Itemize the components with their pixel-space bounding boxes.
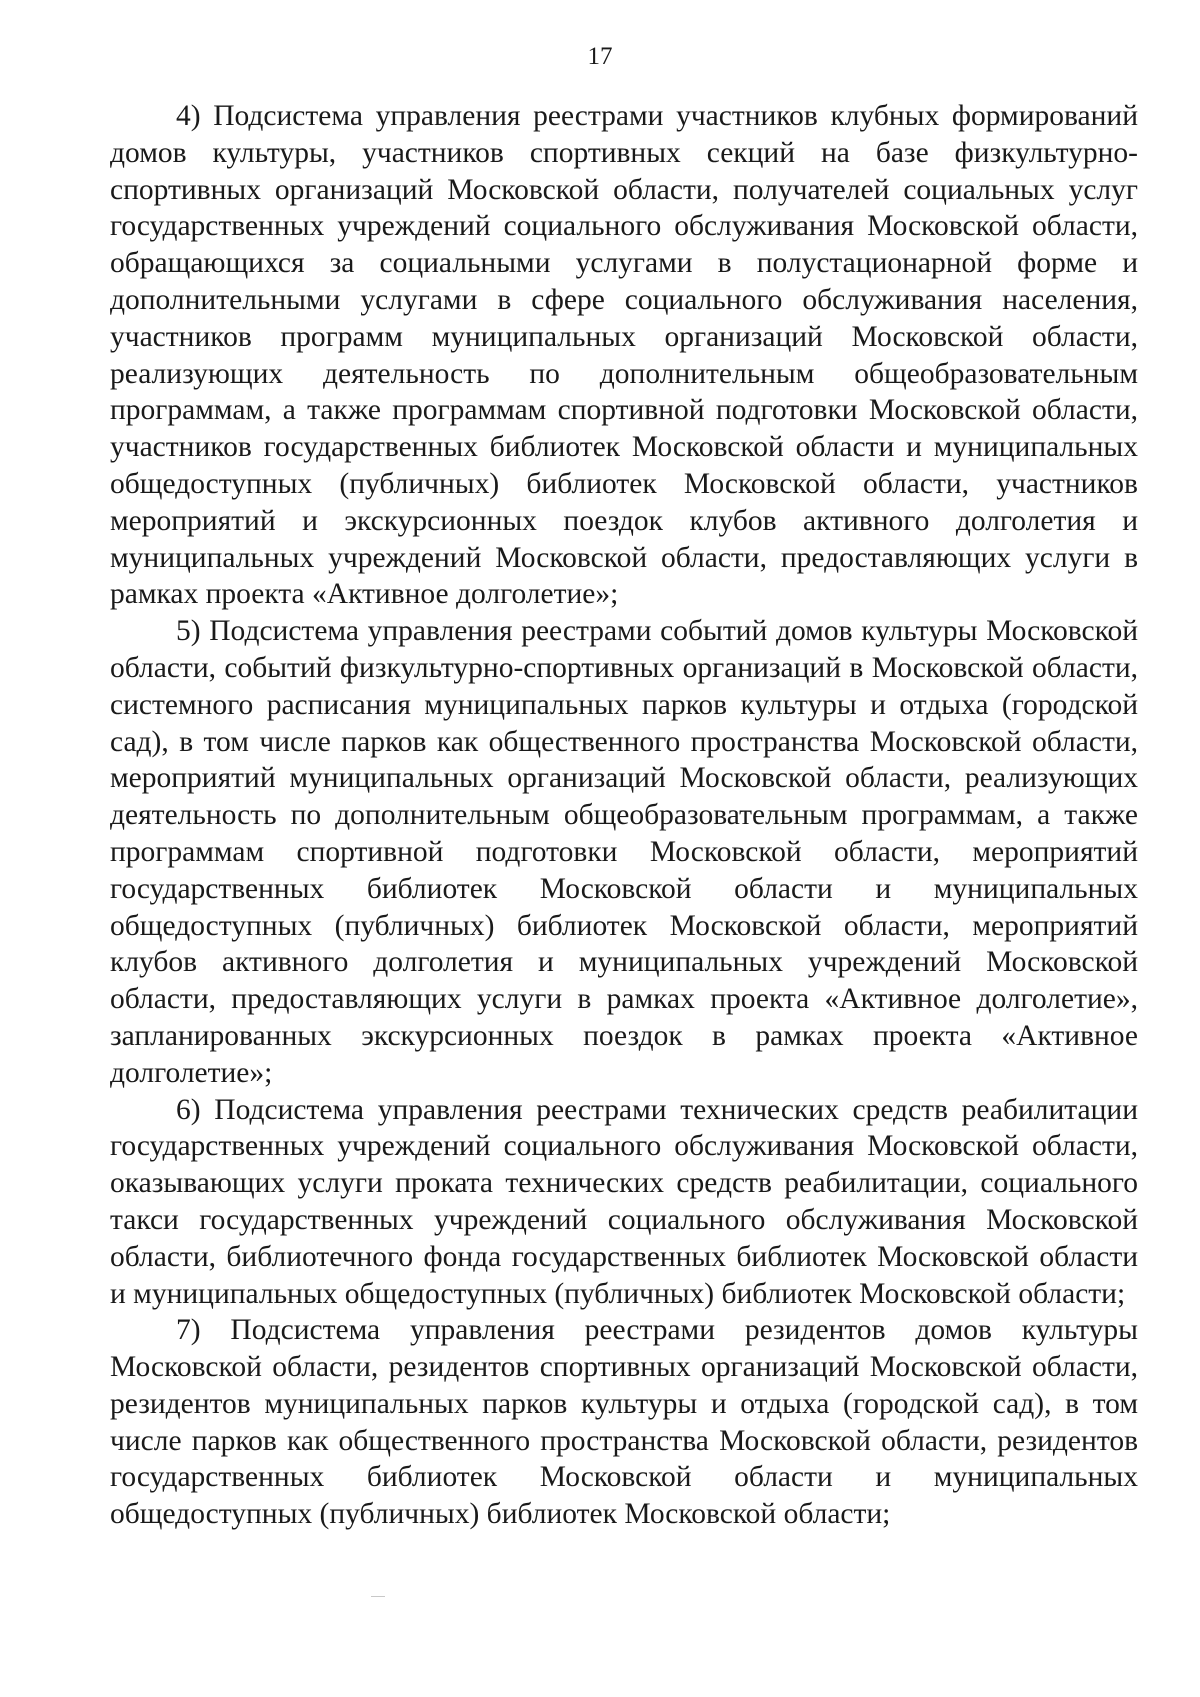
document-body: [110, 98, 1138, 1533]
scan-speck: [371, 1596, 385, 1597]
list-item-5: 5) Подсистема управления реестрами событий домов культуры Московской области, событий физкультурно-спортивных организаций в Московской области, системного расписания муниципальных парков культуры и отдыха (городской сад), в том числе парков как общественного пространства Московской области, мероприятий муниципальных организаций Московской области, реализующих деятельность по дополнительным общеобразовательным программам, а также программам спортивной подготовки Московской области, мероприятий государственных библиотек Московской области и муниципальных общедоступных (публичных) библиотек Московской области, мероприятий клубов активного долголетия и муниципальных учреждений Московской области, предоставляющих услуги в рамках проекта «Активное долголетие», запланированных экскурсионных поездок в рамках проекта «Активное долголетие»;: [110, 615, 1138, 1089]
list-item-6: 6) Подсистема управления реестрами технических средств реабилитации государственных учреждений социального обслуживания Московской области, оказывающих услуги проката технических средств реабилитации, социального такси государственных учреждений социального обслуживания Московской области, библиотечного фонда государственных библиотек Московской области и муниципальных общедоступных (публичных) библиотек Московской области;: [110, 1093, 1138, 1310]
list-item-4: 4) Подсистема управления реестрами участников клубных формирований домов культуры, участников спортивных секций на базе физкультурно-спортивных организаций Московской области, получателей социальных услуг государственных учреждений социального обслуживания Московской области, обращающихся за социальными услугами в полустационарной форме и дополнительными услугами в сфере социального обслуживания населения, участников программ муниципальных организаций Московской области, реализующих деятельность по дополнительным общеобразовательным программам, а также программам спортивной подготовки Московской области, участников государственных библиотек Московской области и муниципальных общедоступных (публичных) библиотек Московской области, участников мероприятий и экскурсионных поездок клубов активного долголетия и муниципальных учреждений Московской области, предоставляющих услуги в рамках проекта «Активное долголетие»;: [110, 100, 1138, 611]
list-item-7: 7) Подсистема управления реестрами резидентов домов культуры Московской области, резидентов спортивных организаций Московской области, резидентов муниципальных парков культуры и отдыха (городской сад), в том числе парков как общественного пространства Московской области, резидентов государственных библиотек Московской области и муниципальных общедоступных (публичных) библиотек Московской области;: [110, 1314, 1138, 1531]
page-number: 17: [587, 43, 613, 70]
